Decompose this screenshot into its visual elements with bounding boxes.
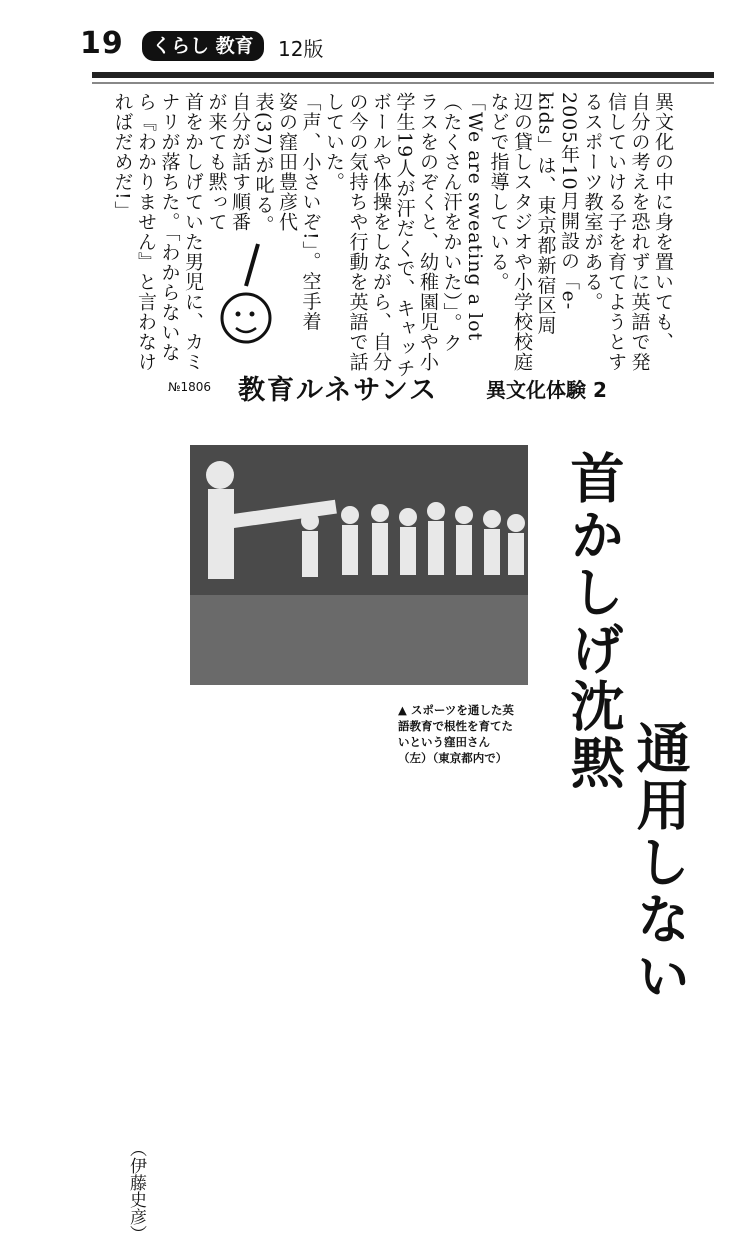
text-column: 信していける子を育てようとす <box>605 92 627 372</box>
text-column: 「We are sweating a lot <box>464 92 486 342</box>
byline: （伊藤史彦） <box>126 1140 146 1242</box>
text-column: などで指導している。 <box>487 92 510 292</box>
text-column: 首をかしげていた男児に、カミ <box>182 92 204 372</box>
series-title: 教育ルネサンス <box>238 375 439 406</box>
text-column: ナリが落ちた。「わからないな <box>158 92 181 363</box>
text-column: していた。 <box>323 92 345 192</box>
text-column: 学生19人が汗だくで、キャッチ <box>393 92 416 379</box>
photo-caption: ▲ スポーツを通した英語教育で根性を育てたいという窪田さん（左）（東京都内で） <box>398 703 514 765</box>
text-column: の今の気持ちや行動を英語で話 <box>346 92 369 372</box>
text-column: kids」は、東京都新宿区周 <box>534 92 557 336</box>
text-column: るスポーツ教室がある。 <box>581 92 604 312</box>
pencil-face-illustration-icon <box>218 240 278 350</box>
header-rule-thin <box>92 82 714 84</box>
section-badge: くらし 教育 <box>142 31 264 61</box>
edition-label: 12版 <box>278 37 324 61</box>
page-number: 19 <box>80 26 124 61</box>
series-number: №1806 <box>168 380 212 394</box>
series-subtitle: 異文化体験 2 <box>486 378 607 402</box>
text-column: ボールや体操をしながら、自分 <box>370 92 392 372</box>
text-column: 表(37)が叱る。 <box>252 92 275 236</box>
header-rule <box>92 72 714 78</box>
text-column: 辺の貸しスタジオや小学校校庭 <box>511 92 533 372</box>
headline-line2: 通用しない <box>628 720 691 1005</box>
text-column: ればだめだ!」 <box>111 92 134 221</box>
text-column: 自分が話す順番 <box>229 92 251 232</box>
headline-line1: 首かしげ沈黙 <box>562 450 625 792</box>
text-column: が来ても黙って <box>205 92 228 232</box>
text-column: 異文化の中に身を置いても、 <box>652 92 674 352</box>
text-column: 「声、小さいぞ!」。空手着 <box>299 92 322 332</box>
text-column: （たくさん汗をかいた）」。ク <box>440 92 463 353</box>
text-column: 2005年10月開設の「e- <box>558 92 580 311</box>
text-column: 姿の窪田豊彦代 <box>276 92 298 232</box>
series-bar <box>168 368 688 408</box>
text-column: 自分の考えを恐れずに英語で発 <box>628 92 651 372</box>
article-photo <box>190 445 528 685</box>
text-column: ラスをのぞくと、幼稚園児や小 <box>417 92 439 372</box>
text-column: ら『わかりません』と言わなけ <box>135 92 157 372</box>
